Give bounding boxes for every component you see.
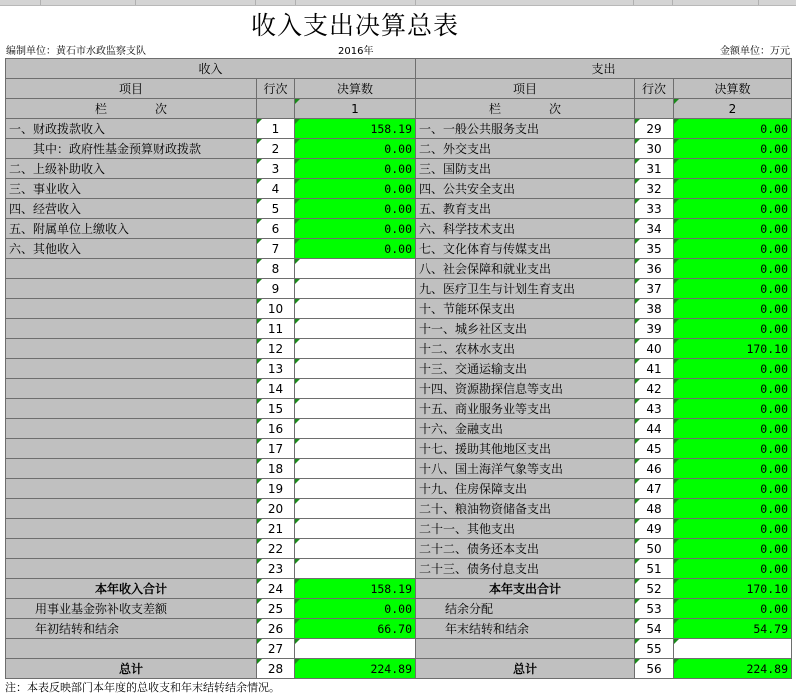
table-row [6, 559, 792, 579]
income-amount-cell[interactable] [295, 279, 416, 299]
income-line-cell[interactable]: 10 [257, 299, 295, 319]
table-row [6, 539, 792, 559]
expense-line-cell[interactable]: 49 [635, 519, 674, 539]
income-amount-cell[interactable]: 0.00 [295, 239, 416, 259]
expense-item-cell[interactable]: 七、文化体育与传媒支出 [416, 239, 635, 259]
expense-item-cell[interactable]: 九、医疗卫生与计划生育支出 [416, 279, 635, 299]
income-amount-cell[interactable]: 0.00 [295, 179, 416, 199]
summary-row [6, 599, 792, 619]
table-row [6, 279, 792, 299]
expense-amount-cell[interactable]: 0.00 [674, 259, 792, 279]
income-expense-table [5, 58, 792, 679]
expense-summary-amount[interactable]: 170.10 [674, 579, 792, 599]
expense-line-cell[interactable]: 40 [635, 339, 674, 359]
expense-item-cell[interactable]: 十九、住房保障支出 [416, 479, 635, 499]
expense-summary-amount[interactable]: 54.79 [674, 619, 792, 639]
expense-item-cell[interactable]: 二十一、其他支出 [416, 519, 635, 539]
expense-item-cell[interactable]: 二十三、债务付息支出 [416, 559, 635, 579]
expense-line-cell[interactable]: 41 [635, 359, 674, 379]
income-summary-amount[interactable]: 158.19 [295, 579, 416, 599]
income-summary-line[interactable]: 28 [257, 659, 295, 679]
expense-amount-cell[interactable]: 0.00 [674, 379, 792, 399]
expense-line-cell[interactable]: 29 [635, 119, 674, 139]
income-line-cell[interactable]: 8 [257, 259, 295, 279]
table-row [6, 359, 792, 379]
income-line-cell[interactable]: 2 [257, 139, 295, 159]
expense-amount-cell[interactable]: 0.00 [674, 319, 792, 339]
income-line-blank [257, 99, 295, 119]
table-row [6, 519, 792, 539]
expense-amount-cell[interactable]: 0.00 [674, 399, 792, 419]
income-summary-label[interactable]: 本年收入合计 [6, 579, 257, 599]
table-row [6, 479, 792, 499]
expense-summary-line[interactable]: 52 [635, 579, 674, 599]
income-amount-cell[interactable] [295, 439, 416, 459]
expense-amount-cell[interactable]: 0.00 [674, 419, 792, 439]
income-amount-cell[interactable]: 0.00 [295, 159, 416, 179]
expense-item-cell[interactable]: 十、节能环保支出 [416, 299, 635, 319]
income-summary-line[interactable]: 25 [257, 599, 295, 619]
income-line-cell[interactable]: 18 [257, 459, 295, 479]
expense-summary-amount[interactable]: 224.89 [674, 659, 792, 679]
income-line-cell[interactable]: 12 [257, 339, 295, 359]
expense-line-cell[interactable]: 30 [635, 139, 674, 159]
income-amount-cell[interactable]: 158.19 [295, 119, 416, 139]
report-year: 2016年 [338, 46, 374, 57]
income-line-cell[interactable]: 16 [257, 419, 295, 439]
expense-line-cell[interactable]: 47 [635, 479, 674, 499]
footnote: 注：本表反映部门本年度的总收支和年末结转结余情况。 [5, 681, 280, 694]
expense-line-cell[interactable]: 44 [635, 419, 674, 439]
expense-line-blank [635, 99, 674, 119]
income-summary-line[interactable]: 26 [257, 619, 295, 639]
expense-line-cell[interactable]: 50 [635, 539, 674, 559]
table-row [6, 299, 792, 319]
expense-column-label: 栏 次 [416, 99, 635, 119]
table-row [6, 139, 792, 159]
table-row [6, 339, 792, 359]
expense-item-cell[interactable]: 十八、国土海洋气象等支出 [416, 459, 635, 479]
expense-summary-amount[interactable]: 0.00 [674, 599, 792, 619]
expense-amount-cell[interactable]: 0.00 [674, 519, 792, 539]
expense-line-cell[interactable]: 33 [635, 199, 674, 219]
expense-amount-cell[interactable]: 0.00 [674, 499, 792, 519]
income-item-cell[interactable]: 六、其他收入 [6, 239, 257, 259]
income-line-cell[interactable]: 3 [257, 159, 295, 179]
expense-line-cell[interactable]: 32 [635, 179, 674, 199]
expense-item-cell[interactable]: 三、国防支出 [416, 159, 635, 179]
income-amount-cell[interactable] [295, 519, 416, 539]
expense-summary-label[interactable]: 结余分配 [416, 599, 635, 619]
compiling-unit: 编制单位：黄石市水政监察支队 [6, 46, 146, 57]
income-item-cell[interactable]: 三、事业收入 [6, 179, 257, 199]
income-summary-label[interactable] [6, 639, 257, 659]
income-item-cell[interactable] [6, 259, 257, 279]
income-item-cell[interactable] [6, 559, 257, 579]
income-line-cell[interactable]: 13 [257, 359, 295, 379]
income-amount-cell[interactable] [295, 379, 416, 399]
expense-item-cell[interactable]: 十三、交通运输支出 [416, 359, 635, 379]
income-item-cell[interactable] [6, 459, 257, 479]
expense-line-cell[interactable]: 31 [635, 159, 674, 179]
income-amount-cell[interactable] [295, 359, 416, 379]
table-row [6, 179, 792, 199]
expense-amount-cell[interactable]: 170.10 [674, 339, 792, 359]
income-item-cell[interactable]: 其中：政府性基金预算财政拨款 [6, 139, 257, 159]
income-item-cell[interactable] [6, 279, 257, 299]
expense-item-cell[interactable]: 十四、资源勘探信息等支出 [416, 379, 635, 399]
expense-summary-label[interactable]: 总计 [416, 659, 635, 679]
expense-amount-cell[interactable]: 0.00 [674, 299, 792, 319]
income-column-label: 栏 次 [6, 99, 257, 119]
expense-summary-line[interactable]: 55 [635, 639, 674, 659]
income-amount-cell[interactable] [295, 299, 416, 319]
income-amount-cell[interactable] [295, 319, 416, 339]
expense-amount-cell[interactable]: 0.00 [674, 559, 792, 579]
income-amount-cell[interactable] [295, 479, 416, 499]
income-summary-amount[interactable]: 0.00 [295, 599, 416, 619]
expense-line-cell[interactable]: 51 [635, 559, 674, 579]
expense-summary-label[interactable]: 本年支出合计 [416, 579, 635, 599]
table-row [6, 379, 792, 399]
expense-amount-cell[interactable]: 0.00 [674, 359, 792, 379]
income-summary-amount[interactable]: 66.70 [295, 619, 416, 639]
income-amount-header: 决算数 [295, 79, 416, 99]
expense-amount-cell[interactable]: 0.00 [674, 159, 792, 179]
income-item-cell[interactable] [6, 439, 257, 459]
expense-item-cell[interactable]: 十七、援助其他地区支出 [416, 439, 635, 459]
expense-item-cell[interactable]: 五、教育支出 [416, 199, 635, 219]
table-row [6, 119, 792, 139]
expense-line-cell[interactable]: 43 [635, 399, 674, 419]
expense-summary-label[interactable] [416, 639, 635, 659]
expense-amount-cell[interactable]: 0.00 [674, 199, 792, 219]
income-item-cell[interactable]: 四、经营收入 [6, 199, 257, 219]
income-line-cell[interactable]: 5 [257, 199, 295, 219]
income-line-cell[interactable]: 22 [257, 539, 295, 559]
income-amount-cell[interactable]: 0.00 [295, 139, 416, 159]
income-item-cell[interactable] [6, 319, 257, 339]
expense-item-cell[interactable]: 六、科学技术支出 [416, 219, 635, 239]
expense-item-cell[interactable]: 十六、金融支出 [416, 419, 635, 439]
summary-row [6, 579, 792, 599]
income-line-cell[interactable]: 7 [257, 239, 295, 259]
income-summary-label[interactable]: 总计 [6, 659, 257, 679]
expense-item-cell[interactable]: 一、一般公共服务支出 [416, 119, 635, 139]
income-section-header: 收入 [6, 59, 416, 79]
income-item-cell[interactable] [6, 399, 257, 419]
income-amount-cell[interactable]: 0.00 [295, 219, 416, 239]
income-amount-cell[interactable] [295, 259, 416, 279]
expense-amount-header: 决算数 [674, 79, 792, 99]
expense-amount-cell[interactable]: 0.00 [674, 439, 792, 459]
expense-item-cell[interactable]: 二十二、债务还本支出 [416, 539, 635, 559]
income-item-cell[interactable] [6, 479, 257, 499]
expense-line-cell[interactable]: 34 [635, 219, 674, 239]
income-item-cell[interactable]: 二、上级补助收入 [6, 159, 257, 179]
expense-item-cell[interactable]: 四、公共安全支出 [416, 179, 635, 199]
expense-item-cell[interactable]: 二十、粮油物资储备支出 [416, 499, 635, 519]
expense-line-cell[interactable]: 37 [635, 279, 674, 299]
summary-row [6, 659, 792, 679]
expense-amount-cell[interactable]: 0.00 [674, 279, 792, 299]
table-row [6, 319, 792, 339]
table-row [6, 199, 792, 219]
expense-amount-cell[interactable]: 0.00 [674, 139, 792, 159]
income-summary-line[interactable]: 24 [257, 579, 295, 599]
income-line-cell[interactable]: 19 [257, 479, 295, 499]
income-summary-line[interactable]: 27 [257, 639, 295, 659]
expense-column-number: 2 [674, 99, 792, 119]
income-amount-cell[interactable] [295, 399, 416, 419]
expense-item-cell[interactable]: 十五、商业服务业等支出 [416, 399, 635, 419]
expense-amount-cell[interactable]: 0.00 [674, 539, 792, 559]
expense-line-header: 行次 [635, 79, 674, 99]
expense-line-cell[interactable]: 36 [635, 259, 674, 279]
expense-amount-cell[interactable]: 0.00 [674, 479, 792, 499]
income-amount-cell[interactable] [295, 459, 416, 479]
income-line-cell[interactable]: 14 [257, 379, 295, 399]
income-amount-cell[interactable] [295, 539, 416, 559]
income-column-number: 1 [295, 99, 416, 119]
income-line-cell[interactable]: 11 [257, 319, 295, 339]
table-row [6, 499, 792, 519]
table-row [6, 399, 792, 419]
expense-amount-cell[interactable]: 0.00 [674, 179, 792, 199]
income-item-cell[interactable] [6, 419, 257, 439]
expense-summary-amount[interactable] [674, 639, 792, 659]
income-line-cell[interactable]: 9 [257, 279, 295, 299]
expense-summary-line[interactable]: 54 [635, 619, 674, 639]
table-row [6, 419, 792, 439]
amount-unit: 金额单位：万元 [720, 46, 790, 57]
income-item-cell[interactable]: 五、附属单位上缴收入 [6, 219, 257, 239]
income-line-cell[interactable]: 20 [257, 499, 295, 519]
report-title: 收入支出决算总表 [250, 11, 459, 40]
expense-line-cell[interactable]: 48 [635, 499, 674, 519]
income-item-cell[interactable]: 一、财政拨款收入 [6, 119, 257, 139]
income-item-cell[interactable] [6, 379, 257, 399]
expense-amount-cell[interactable]: 0.00 [674, 219, 792, 239]
expense-item-cell[interactable]: 十一、城乡社区支出 [416, 319, 635, 339]
income-summary-amount[interactable] [295, 639, 416, 659]
table-row [6, 159, 792, 179]
income-summary-label[interactable]: 年初结转和结余 [6, 619, 257, 639]
expense-amount-cell[interactable]: 0.00 [674, 459, 792, 479]
table-row [6, 239, 792, 259]
income-amount-cell[interactable] [295, 419, 416, 439]
expense-line-cell[interactable]: 42 [635, 379, 674, 399]
expense-section-header: 支出 [416, 59, 792, 79]
table-row [6, 219, 792, 239]
income-amount-cell[interactable]: 0.00 [295, 199, 416, 219]
expense-line-cell[interactable]: 38 [635, 299, 674, 319]
expense-line-cell[interactable]: 46 [635, 459, 674, 479]
income-item-cell[interactable] [6, 539, 257, 559]
expense-item-cell[interactable]: 八、社会保障和就业支出 [416, 259, 635, 279]
table-row [6, 259, 792, 279]
income-line-cell[interactable]: 1 [257, 119, 295, 139]
income-item-cell[interactable] [6, 519, 257, 539]
income-amount-cell[interactable] [295, 559, 416, 579]
expense-item-header: 项目 [416, 79, 635, 99]
expense-amount-cell[interactable]: 0.00 [674, 239, 792, 259]
expense-line-cell[interactable]: 45 [635, 439, 674, 459]
expense-item-cell[interactable]: 十二、农林水支出 [416, 339, 635, 359]
expense-summary-label[interactable]: 年末结转和结余 [416, 619, 635, 639]
expense-amount-cell[interactable]: 0.00 [674, 119, 792, 139]
expense-item-cell[interactable]: 二、外交支出 [416, 139, 635, 159]
income-line-cell[interactable]: 23 [257, 559, 295, 579]
income-line-cell[interactable]: 21 [257, 519, 295, 539]
income-item-cell[interactable] [6, 339, 257, 359]
expense-summary-line[interactable]: 53 [635, 599, 674, 619]
income-item-cell[interactable] [6, 299, 257, 319]
income-item-cell[interactable] [6, 359, 257, 379]
table-row [6, 459, 792, 479]
summary-row [6, 619, 792, 639]
income-item-header: 项目 [6, 79, 257, 99]
income-line-cell[interactable]: 4 [257, 179, 295, 199]
income-line-cell[interactable]: 15 [257, 399, 295, 419]
income-line-cell[interactable]: 6 [257, 219, 295, 239]
table-row [6, 439, 792, 459]
income-amount-cell[interactable] [295, 339, 416, 359]
summary-row [6, 639, 792, 659]
expense-line-cell[interactable]: 39 [635, 319, 674, 339]
income-summary-label[interactable]: 用事业基金弥补收支差额 [6, 599, 257, 619]
income-line-header: 行次 [257, 79, 295, 99]
income-line-cell[interactable]: 17 [257, 439, 295, 459]
expense-line-cell[interactable]: 35 [635, 239, 674, 259]
income-amount-cell[interactable] [295, 499, 416, 519]
income-item-cell[interactable] [6, 499, 257, 519]
income-summary-amount[interactable]: 224.89 [295, 659, 416, 679]
expense-summary-line[interactable]: 56 [635, 659, 674, 679]
